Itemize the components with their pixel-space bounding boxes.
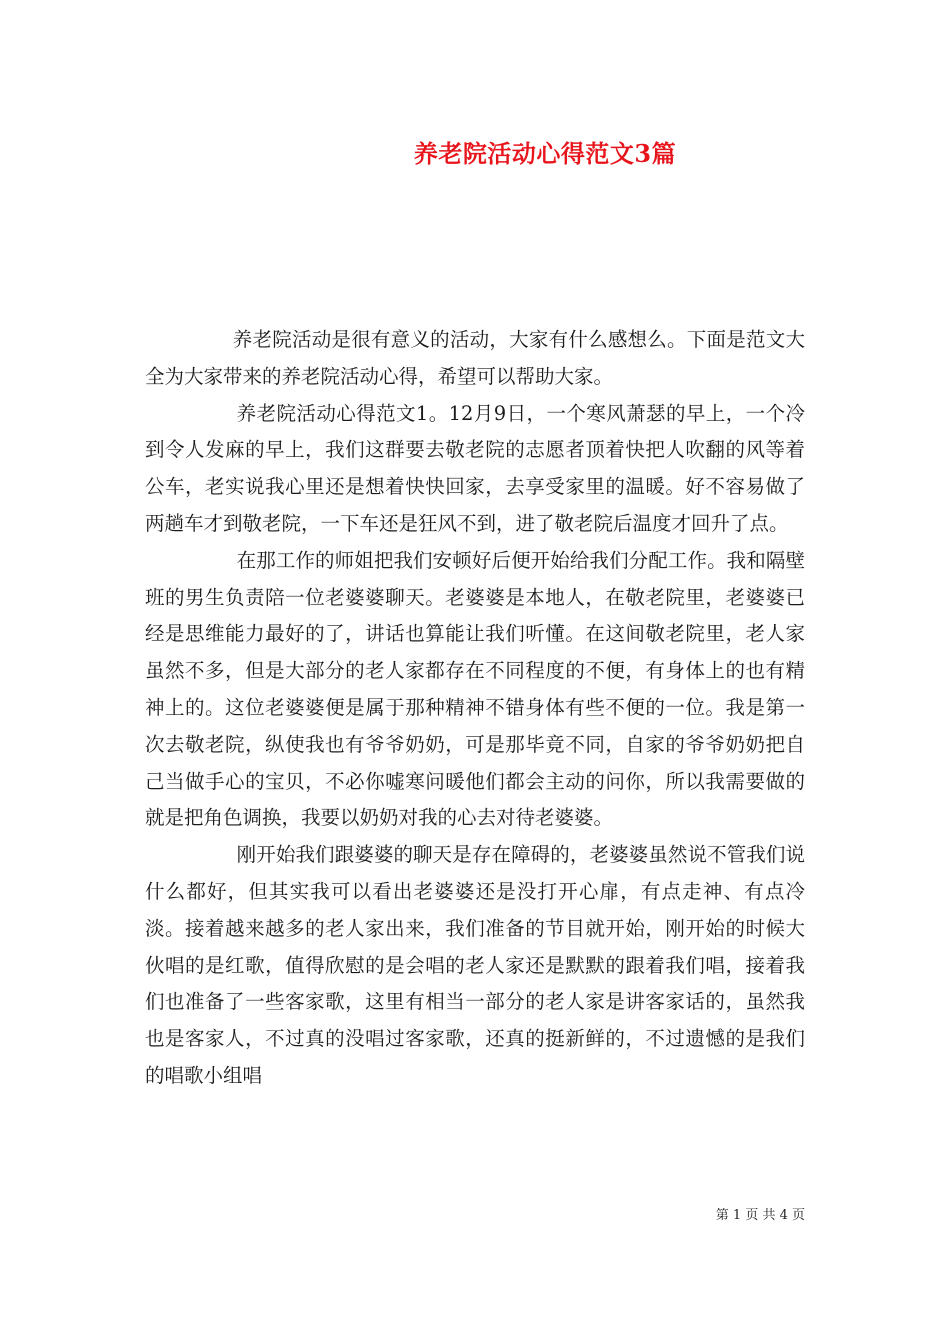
page-number-footer: 第 1 页 共 4 页: [715, 1208, 805, 1223]
paragraph-3: 刚开始我们跟婆婆的聊天是存在障碍的，老婆婆虽然说不管我们说什么都好，但其实我可以看出老婆婆还是没打开心扉，有点走神、有点冷淡。接着越来越多的老人家出来，我们准备的节目就开始，刚开始的时候大伙唱的是红歌，值得欣慰的是会唱的老人家还是默默的跟着我们唱，接着我们也准备了一些客家歌，这里有相当一部分的老人家是讲客家话的，虽然我也是客家人，不过真的没唱过客家歌，还真的挺新鲜的，不过遗憾的是我们的唱歌小组唱: [145, 843, 805, 1087]
document-body: [145, 322, 805, 1095]
paragraph-2: 在那工作的师姐把我们安顿好后便开始给我们分配工作。我和隔壁班的男生负责陪一位老婆婆聊天。老婆婆是本地人，在敬老院里，老婆婆已经是思维能力最好的了，讲话也算能让我们听懂。在这间敬老院里，老人家虽然不多，但是大部分的老人家都存在不同程度的不便，有身体上的也有精神上的。这位老婆婆便是属于那种精神不错身体有些不便的一位。我是第一次去敬老院，纵使我也有爷爷奶奶，可是那毕竟不同，自家的爷爷奶奶把自己当做手心的宝贝，不必你嘘寒问暖他们都会主动的问你，所以我需要做的就是把角色调换，我要以奶奶对我的心去对待老婆婆。: [145, 548, 805, 830]
document-title: 养老院活动心得范文3篇: [413, 139, 677, 168]
paragraph-intro: 养老院活动是很有意义的活动，大家有什么感想么。下面是范文大全为大家带来的养老院活动心得，希望可以帮助大家。: [145, 328, 805, 388]
paragraph-1: 养老院活动心得范文1。12月9日，一个寒风萧瑟的早上，一个冷到令人发麻的早上，我们这群要去敬老院的志愿者顶着快把人吹翻的风等着公车，老实说我心里还是想着快快回家，去享受家里的温暖。好不容易做了两趟车才到敬老院，一下车还是狂风不到，进了敬老院后温度才回升了点。: [145, 401, 805, 535]
